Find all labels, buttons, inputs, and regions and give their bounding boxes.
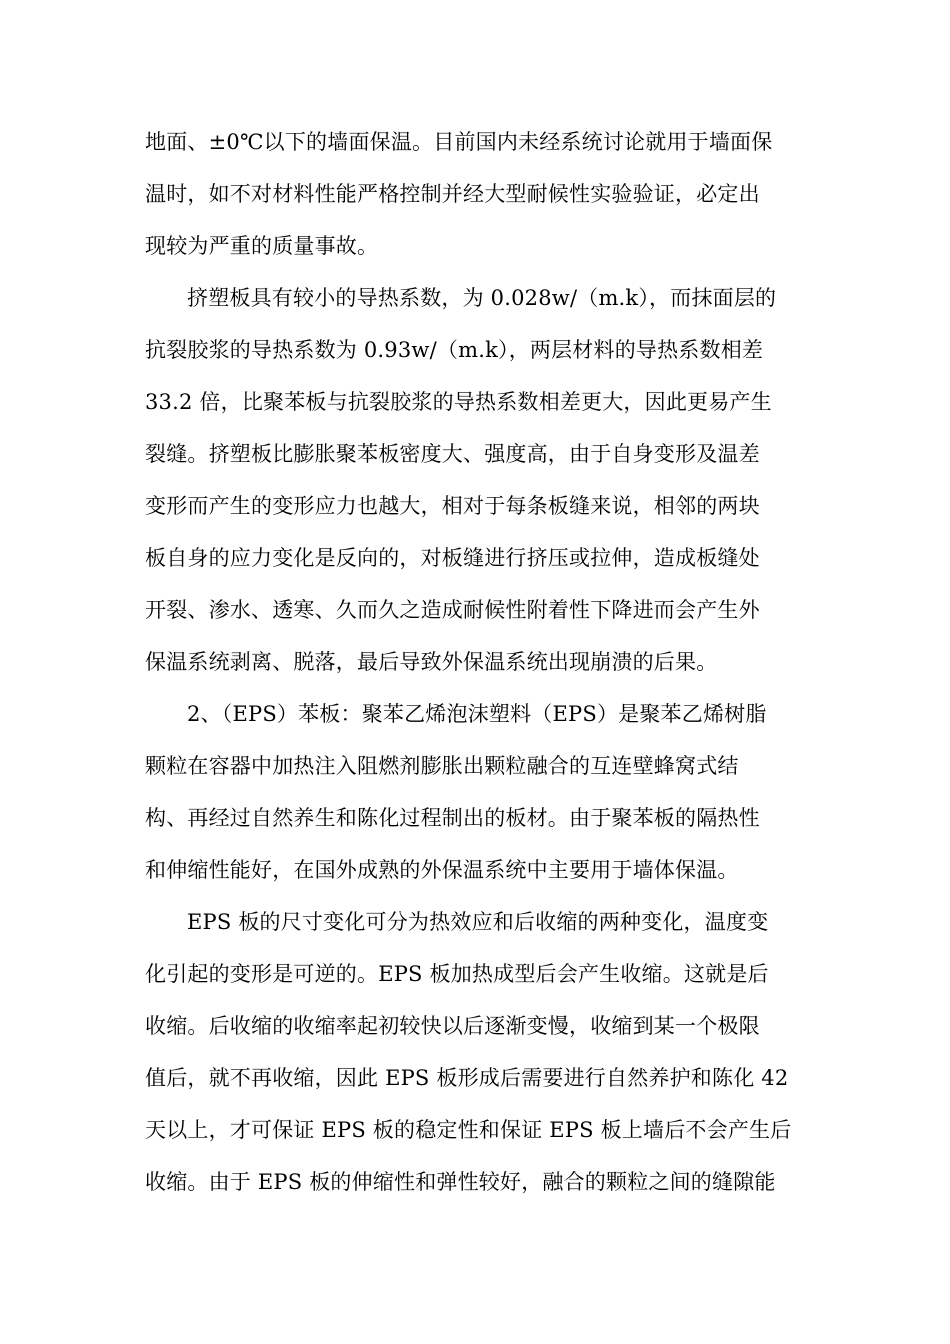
text-line: 颗粒在容器中加热注入阻燃剂膨胀出颗粒融合的互连壁蜂窝式结 bbox=[145, 754, 739, 778]
text-line: 收缩。由于 EPS 板的伸缩性和弹性较好，融合的颗粒之间的缝隙能 bbox=[145, 1170, 776, 1194]
text-line: 和伸缩性能好，在国外成熟的外保温系统中主要用于墙体保温。 bbox=[145, 858, 739, 882]
text-line: 保温系统剥离、脱落，最后导致外保温系统出现崩溃的后果。 bbox=[145, 650, 718, 674]
text-line: 开裂、渗水、透寒、久而久之造成耐候性附着性下降进而会产生外 bbox=[145, 598, 760, 622]
text-line: 变形而产生的变形应力也越大，相对于每条板缝来说，相邻的两块 bbox=[145, 494, 760, 518]
text-line: 挤塑板具有较小的导热系数，为 0.028w/（m.k），而抹面层的 bbox=[187, 286, 777, 310]
text-line: 现较为严重的质量事故。 bbox=[145, 234, 379, 258]
text-line: 地面、±0℃以下的墙面保温。目前国内未经系统讨论就用于墙面保 bbox=[145, 130, 773, 154]
text-line: 温时，如不对材料性能严格控制并经大型耐候性实验验证，必定出 bbox=[145, 182, 760, 206]
text-line: 裂缝。挤塑板比膨胀聚苯板密度大、强度高，由于自身变形及温差 bbox=[145, 442, 760, 466]
text-line: 收缩。后收缩的收缩率起初较快以后逐渐变慢，收缩到某一个极限 bbox=[145, 1014, 760, 1038]
text-line: 板自身的应力变化是反向的，对板缝进行挤压或拉伸，造成板缝处 bbox=[145, 546, 760, 570]
text-line: 值后，就不再收缩，因此 EPS 板形成后需要进行自然养护和陈化 42 bbox=[145, 1066, 789, 1090]
text-line: 33.2 倍，比聚苯板与抗裂胶浆的导热系数相差更大，因此更易产生 bbox=[145, 390, 772, 414]
text-line: 天以上，才可保证 EPS 板的稳定性和保证 EPS 板上墙后不会产生后 bbox=[145, 1118, 792, 1142]
text-line: 2、（EPS）苯板：聚苯乙烯泡沫塑料（EPS）是聚苯乙烯树脂 bbox=[187, 702, 767, 726]
body-text bbox=[145, 116, 805, 1208]
text-line: 化引起的变形是可逆的。EPS 板加热成型后会产生收缩。这就是后 bbox=[145, 962, 769, 986]
text-line: 抗裂胶浆的导热系数为 0.93w/（m.k），两层材料的导热系数相差 bbox=[145, 338, 764, 362]
text-line: 构、再经过自然养生和陈化过程制出的板材。由于聚苯板的隔热性 bbox=[145, 806, 760, 830]
text-line: EPS 板的尺寸变化可分为热效应和后收缩的两种变化，温度变 bbox=[187, 910, 769, 934]
